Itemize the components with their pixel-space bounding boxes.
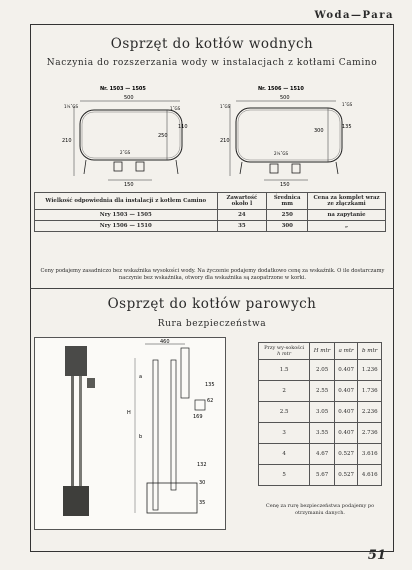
table-row (259, 402, 382, 423)
table-header-unit: h mtr (277, 351, 292, 357)
dim-width-r: 210 (220, 138, 230, 144)
page-number: 51 (367, 548, 386, 563)
table-cell: 2.736 (358, 423, 382, 444)
table-cell: 0.407 (334, 381, 358, 402)
dim-a: a (139, 374, 143, 380)
expansion-vessel-drawing-right (218, 82, 378, 190)
section1-note: Ceny podajemy zasadniczo bez wskaźnika wysokości wody. Na życzenie podajemy dodatkowo cenę za wskaźnik. O ile dostarczamy naczynie bez wskaźnika, otwory dla wskaźnika są zaopatrzone w korki. (40, 268, 385, 281)
table-cell: 1.236 (358, 360, 382, 381)
dim-width: 210 (62, 138, 72, 144)
section2-title: Osprzęt do kotłów parowych (107, 296, 317, 312)
safety-pipe-drawing (35, 338, 225, 529)
table-cell: 0.527 (334, 444, 358, 465)
table-header (259, 343, 310, 360)
table-cell: 24 (217, 210, 267, 221)
drawing-left-label: Nr. 1503 — 1505 (100, 86, 146, 92)
dim-height: 250 (158, 133, 168, 139)
section2-note: Cenę za rurę bezpieczeństwa podajemy po otrzymaniu danych. (265, 503, 375, 516)
table-header: b mtr (358, 343, 382, 360)
drawing-right-label: Nr. 1506 — 1510 (258, 86, 304, 92)
vessel-table (34, 192, 386, 232)
table-header: H mtr (310, 343, 335, 360)
dim-d1: 135 (205, 382, 215, 388)
section1-subtitle: Naczynia do rozszerzania wody w instalacjach z kotłami Camino (46, 58, 378, 68)
dim-fitting-bottom-r: 2¼˝GS (274, 151, 289, 156)
table-cell: 250 (267, 210, 308, 221)
table-cell: 3.616 (358, 444, 382, 465)
table-cell: 1.736 (358, 381, 382, 402)
dim-d6: 35 (199, 500, 206, 506)
table-row (35, 210, 386, 221)
safety-pipe-table (258, 342, 382, 486)
dim-fitting-top: 1¼˝GS (64, 104, 79, 109)
table-cell: 5.67 (310, 465, 335, 486)
table-cell: 2.236 (358, 402, 382, 423)
table-cell: 0.407 (334, 402, 358, 423)
table-row (35, 221, 386, 232)
table-cell: 5 (259, 465, 310, 486)
table-cell: 2.05 (310, 360, 335, 381)
section2-subtitle: Rura bezpieczeństwa (157, 319, 267, 329)
table-cell: 2.55 (310, 381, 335, 402)
page-header: Woda—Para (314, 10, 394, 21)
table-header: Zawartość około l (217, 193, 267, 210)
table-cell: 2 (259, 381, 310, 402)
table-cell: 35 (217, 221, 267, 232)
dim-top: 460 (160, 339, 170, 345)
dim-d4: 132 (197, 462, 207, 468)
table-row (259, 465, 382, 486)
table-cell: „ (308, 221, 386, 232)
table-cell: 0.527 (334, 465, 358, 486)
dim-length-r: 500 (280, 95, 290, 101)
section-divider (30, 288, 394, 289)
table-cell: 3 (259, 423, 310, 444)
table-cell: 1.5 (259, 360, 310, 381)
table-header: Cena za komplet wraz ze złączkami (308, 193, 386, 210)
table-row (259, 360, 382, 381)
dim-h: H (127, 410, 131, 416)
dim-b: b (139, 434, 143, 440)
table-cell: 300 (267, 221, 308, 232)
dim-bottom: 150 (124, 182, 134, 188)
table-header: a mtr (334, 343, 358, 360)
table-cell: Nry 1506 — 1510 (35, 221, 218, 232)
pipe-photo-top (65, 346, 87, 376)
table-header-label: Przy wy-sokości (264, 345, 305, 351)
table-cell: Nry 1503 — 1505 (35, 210, 218, 221)
dim-fitting-top-r: 1˝GS (342, 102, 353, 107)
dim-fitting-bottom: 2˝GS (120, 150, 131, 155)
dim-d3: 169 (193, 414, 203, 420)
section1-title: Osprzęt do kotłów wodnych (110, 36, 314, 52)
table-header: Średnica mm (267, 193, 308, 210)
table-cell: 0.407 (334, 423, 358, 444)
table-cell: 4 (259, 444, 310, 465)
dim-bottom-r: 150 (280, 182, 290, 188)
dim-d2: 62 (207, 398, 214, 404)
table-row (259, 423, 382, 444)
dim-length: 500 (124, 95, 134, 101)
table-cell: na zapytanie (308, 210, 386, 221)
table-header: Wielkość odpowiednia dla instalacji z kotłem Camino (35, 193, 218, 210)
dim-top-offset-r: 135 (342, 124, 352, 130)
expansion-vessel-drawing-left (60, 82, 210, 190)
table-header-row (35, 193, 386, 210)
table-header-row (259, 343, 382, 360)
table-row (259, 444, 382, 465)
dim-height-r: 300 (314, 128, 324, 134)
table-cell: 3.05 (310, 402, 335, 423)
table-cell: 0.407 (334, 360, 358, 381)
dim-d5: 30 (199, 480, 206, 486)
table-cell: 3.55 (310, 423, 335, 444)
table-cell: 4.616 (358, 465, 382, 486)
table-cell: 2.5 (259, 402, 310, 423)
pipe-photo-bottom (63, 486, 89, 516)
table-row (259, 381, 382, 402)
safety-pipe-illustration (34, 337, 226, 530)
dim-fitting-side-r: 1˝GS (220, 104, 231, 109)
table-cell: 4.67 (310, 444, 335, 465)
dim-top-offset: 110 (178, 124, 188, 130)
dim-fitting-side: 1˝GS (170, 106, 181, 111)
